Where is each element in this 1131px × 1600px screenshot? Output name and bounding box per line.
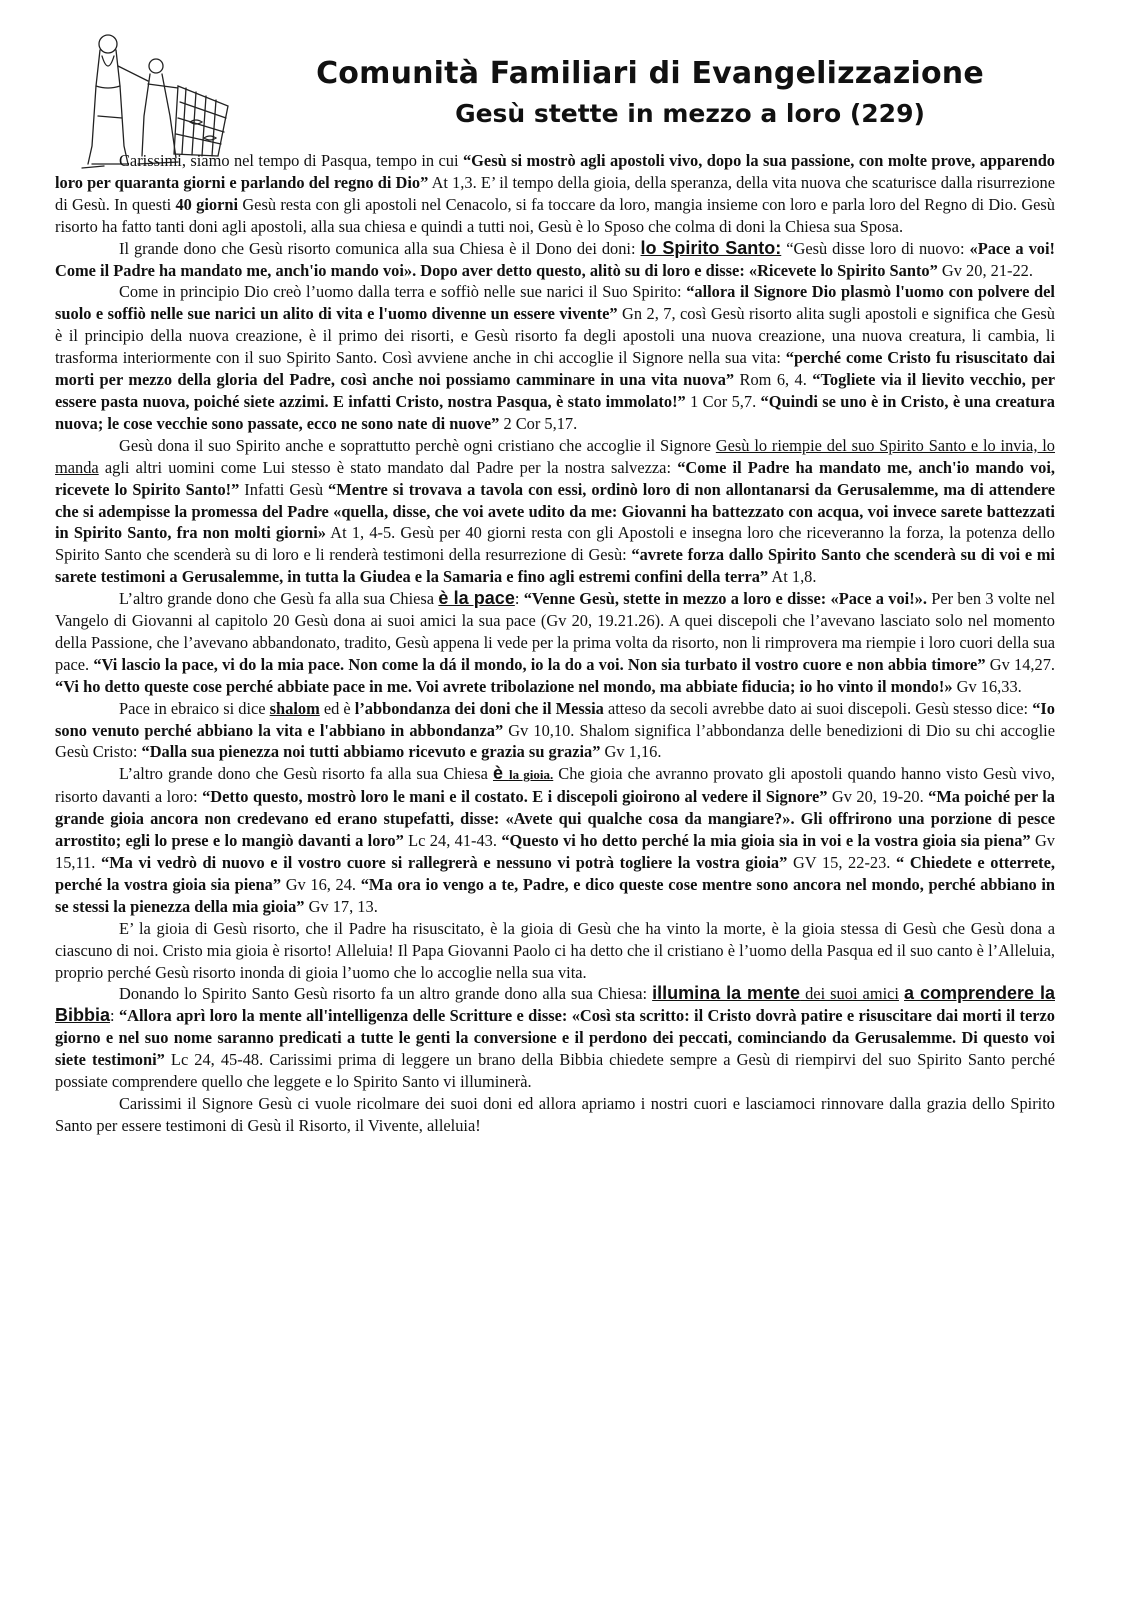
text-run: L’altro grande dono che Gesù fa alla sua Chiesa [119,589,439,609]
text-run: Gesù resta con gli apostoli nel Cenacolo, si fa toccare da loro, mangia insieme con loro e parla loro del Regno di Dio. Gesù risorto ha fatto tanti doni agli apostoli, alla sua chiesa e quindi a tutti noi, Gesù è lo Sposo che colma di doni la Chiesa sua Sposa. [55,194,1056,236]
text-run: “Gesù disse loro di nuovo: [781,238,970,258]
text-run: Che gioia che avranno provato gli apostoli quando hanno visto Gesù vivo, risorto davanti a loro: [55,764,1055,807]
text-run: L’altro grande dono che Gesù risorto fa alla sua Chiesa [119,764,493,784]
text-run: “ Chiedete e otterrete, perché la vostra gioia sia piena” [55,853,1056,894]
text-run: Gv 14,27. [985,654,1055,674]
page-title: Comunità Familiari di Evangelizzazione [316,56,984,91]
text-run: Gn 2, 7, così Gesù risorto alita sugli apostoli e significa che Gesù è il principio della nuova creazione, è il primo dei risorti, e Gesù risorto fa degli apostoli una nuova creazione, una nuova creatura, li cambia, li trasforma interiormente con il suo Spirito Santo. Così avviene anche in chi accoglie il Signore nella sua vita: [55,304,1055,368]
text-run: “Come il Padre ha mandato me, anch'io mando voi, ricevete lo Spirito Santo!” [55,457,1055,499]
text-run: Gesù dona il suo Spirito anche e soprattutto perchè ogni cristiano che accoglie il Signore [119,435,716,455]
text-run: “avrete forza dallo Spirito Santo che scenderà su di voi e mi sarete testimoni a Gerusalemme, in tutta la Giudea e la Samaria e fino agli estremi confini della terra” [55,545,1055,587]
paragraph [55,983,1055,1093]
text-run: atteso da secoli avrebbe dato ai suoi discepoli. Gesù stesso dice: [603,698,1033,718]
text-run: è la pace [438,588,515,609]
paragraph [55,698,1055,764]
text-run: Per ben 3 volte nel Vangelo di Giovanni al capitolo 20 Gesù dona ai suoi amici la sua pace (Gv 20, 19.21.26). A quei discepoli che l’avevano lasciato solo nel momento della Passione, che l’avevano abbandonato, tradito, Gesù appena li vede per la prima volta da risorto, non li rimprovera ma riempie i loro cuori della sua pace. [55,589,1055,674]
text-run: At 1,3. E’ il tempo della gioia, della speranza, della vita nuova che scaturisce dalla risurrezione di Gesù. In questi [55,172,1055,214]
text-run: “Gesù si mostrò agli apostoli vivo, dopo la sua passione, con molte prove, apparendo loro per quaranta giorni e parlando del regno di Dio” [55,151,1056,192]
text-run: è [492,763,509,784]
text-run: Lc 24, 45-48. Carissimi prima di leggere un brano della Bibbia chiedete sempre a Gesù di riempirvi del suo Spirito Santo perché possiate comprendere quello che leggete e lo Spirito Santo vi illuminerà. [55,1050,1055,1092]
text-run: Rom 6, 4. [734,370,813,390]
text-run: “Vi lascio la pace, vi do la mia pace. Non come la dá il mondo, io la do a voi. Non sia turbato il vostro cuore e non abbia timore” [93,654,986,674]
paragraph [55,435,1055,588]
text-run: “Io sono venuto perché abbiano la vita e l'abbiano in abbondanza” [55,698,1055,740]
page-subtitle: Gesù stette in mezzo a loro (229) [455,99,925,128]
text-run: “perché come Cristo fu risuscitato dai morti per mezzo della gloria del Padre, così anche noi possiamo camminare in una vita nuova” [55,348,1055,390]
text-run: ed è [319,698,355,718]
text-run: 40 giorni [175,194,239,214]
text-run: 1 Cor 5,7. [685,391,761,411]
text-run: E’ la gioia di Gesù risorto, che il Padre ha risuscitato, è la gioia di Gesù che ha vinto la morte, è la gioia stessa di Gesù che Gesù dona a ciascuno di noi. Cristo mia gioia è risorto! Alleluia! Il Papa Giovanni Paolo ci ha detto che il cristiano è l’uomo della Pasqua ed il suo canto è l’Alleluia, proprio perché Gesù risorto inonda di gioia l’uomo che lo accoglie nella sua vita. [55,918,1055,982]
text-run: “Dalla sua pienezza noi tutti abbiamo ricevuto e grazia su grazia” [141,742,601,762]
text-run: 2 Cor 5,17. [499,413,578,433]
paragraph [55,1093,1055,1137]
text-run: agli altri uomini come Lui stesso è stato mandato dal Padre per la nostra salvezza: [98,457,678,477]
text-run: At 1, 4-5. Gesù per 40 giorni resta con gli Apostoli e insegna loro che riceveranno la forza, la potenza dello Spirito Santo che scenderà su di loro e li renderà testimoni della resurrezione di Gesù: [55,523,1055,565]
text-run: : [514,589,524,609]
text-run: Donando lo Spirito Santo Gesù risorto fa un altro grande dono alla sua Chiesa: [119,984,653,1004]
text-run: “Venne Gesù, stette in mezzo a loro e disse: «Pace a voi!». [523,589,927,609]
text-run: Gesù lo riempie del suo Spirito Santo e lo invia, lo manda [55,435,1055,477]
text-run: “Detto questo, mostrò loro le mani e il costato. E i discepoli gioirono al vedere il Signore” [202,787,828,807]
text-run: «Pace a voi! Come il Padre ha mandato me, anch'io mando voi». Dopo aver detto questo, alitò su di loro e disse: «Ricevete lo Spirito Santo” [55,238,1055,280]
text-run: “Allora aprì loro la mente all'intelligenza delle Scritture e disse: «Così sta scritto: il Cristo dovrà patire e risuscitare dai morti il terzo giorno e nel suo nome saranno predicati a tutte le genti la conversione e il perdono dei peccati, cominciando da Gerusalemme. Di questo voi siete testimoni” [55,1006,1055,1070]
text-run: la gioia. [508,767,554,783]
text-run: Carissimi, siamo nel tempo di Pasqua, tempo in cui [119,151,463,170]
header [250,56,1050,130]
text-run: a comprendere la Bibbia [55,983,1055,1026]
text-run: Il grande dono che Gesù risorto comunica alla sua Chiesa è il Dono dei doni: [119,238,641,258]
text-run: At 1,8. [768,567,817,587]
text-run: Gv 20, 21-22. [937,260,1033,280]
text-run: Gv 10,10. Shalom significa l’abbondanza delle benedizioni di Dio su chi accoglie Gesù Cristo: [55,720,1055,762]
text-run: illumina la mente [652,983,801,1004]
text-run: l’abbondanza dei doni che il Messia [354,698,604,718]
text-run: “Ma ora io vengo a te, Padre, e dico queste cose mentre sono ancora nel mondo, perché abbiano in se stessi la pienezza della mia gioia” [55,874,1055,916]
text-run: shalom [269,698,320,718]
text-run: dei suoi amici [800,984,899,1004]
paragraph [55,918,1055,984]
text-run: “Ma poiché per la grande gioia ancora non credevano ed erano stupefatti, disse: «Avete qui qualche cosa da mangiare?». Gli offrirono una porzione di pesce arrostito; egli lo prese e lo mangiò davanti a loro” [55,787,1055,851]
text-run: Gv 16, 24. [281,874,361,894]
text-run: Pace in ebraico si dice [119,698,270,718]
text-run: “Questo vi ho detto perché la mia gioia sia in voi e la vostra gioia sia piena” [501,831,1031,851]
text-run: Infatti Gesù [239,479,329,499]
text-run: Lc 24, 41-43. [403,831,502,851]
text-run: Gv 17, 13. [304,896,378,916]
paragraph [55,150,1055,238]
text-run: “Vi ho detto queste cose perché abbiate pace in me. Voi avrete tribolazione nel mondo, ma abbiate fiducia; io ho vinto il mondo!» [55,676,953,696]
text-run: “Ma vi vedrò di nuovo e il vostro cuore si rallegrerà e nessuno vi potrà togliere la vostra gioia” [101,853,788,872]
text-run: GV 15, 22-23. [787,853,897,872]
paragraph [55,238,1055,282]
paragraph [55,763,1055,917]
text-run: Gv 1,16. [600,742,662,762]
text-run: Come in principio Dio creò l’uomo dalla terra e soffiò nelle sue narici il Suo Spirito: [119,282,687,302]
text-run: lo Spirito Santo: [640,237,782,258]
text-run: : [110,1006,119,1026]
text-run: “Togliete via il lievito vecchio, per essere pasta nuova, poiché siete azzimi. E infatti Cristo, nostra Pasqua, è stato immolato!” [55,370,1055,411]
text-run: Gv 16,33. [952,676,1022,696]
text-run: “allora il Signore Dio plasmò l'uomo con polvere del suolo e soffiò nelle sue narici un alito di vita e l'uomo divenne un essere vivente” [55,282,1055,324]
text-run: Gv 20, 19-20. [827,787,929,807]
paragraph [55,281,1055,434]
text-run: “Quindi se uno è in Cristo, è una creatura nuova; le cose vecchie sono passate, ecco ne sono nate di nuove” [55,391,1055,433]
paragraph [55,588,1055,698]
text-run: Gv 15,11. [55,831,1055,872]
text-run: “Mentre si trovava a tavola con essi, ordinò loro di non allontanarsi da Gerusalemme, ma di attendere che si adempisse la promessa del Padre «quella, disse, che voi avete udito da me: Giovanni ha battezzato con acqua, voi invece sarete battezzati in Spirito Santo, fra non molti giorni» [55,479,1055,543]
text-run: Carissimi il Signore Gesù ci vuole ricolmare dei suoi doni ed allora apriamo i nostri cuori e lasciamoci rinnovare dalla grazia dello Spirito Santo per essere testimoni di Gesù il Risorto, il Vivente, alleluia! [55,1093,1055,1135]
article-body [55,150,1055,1137]
